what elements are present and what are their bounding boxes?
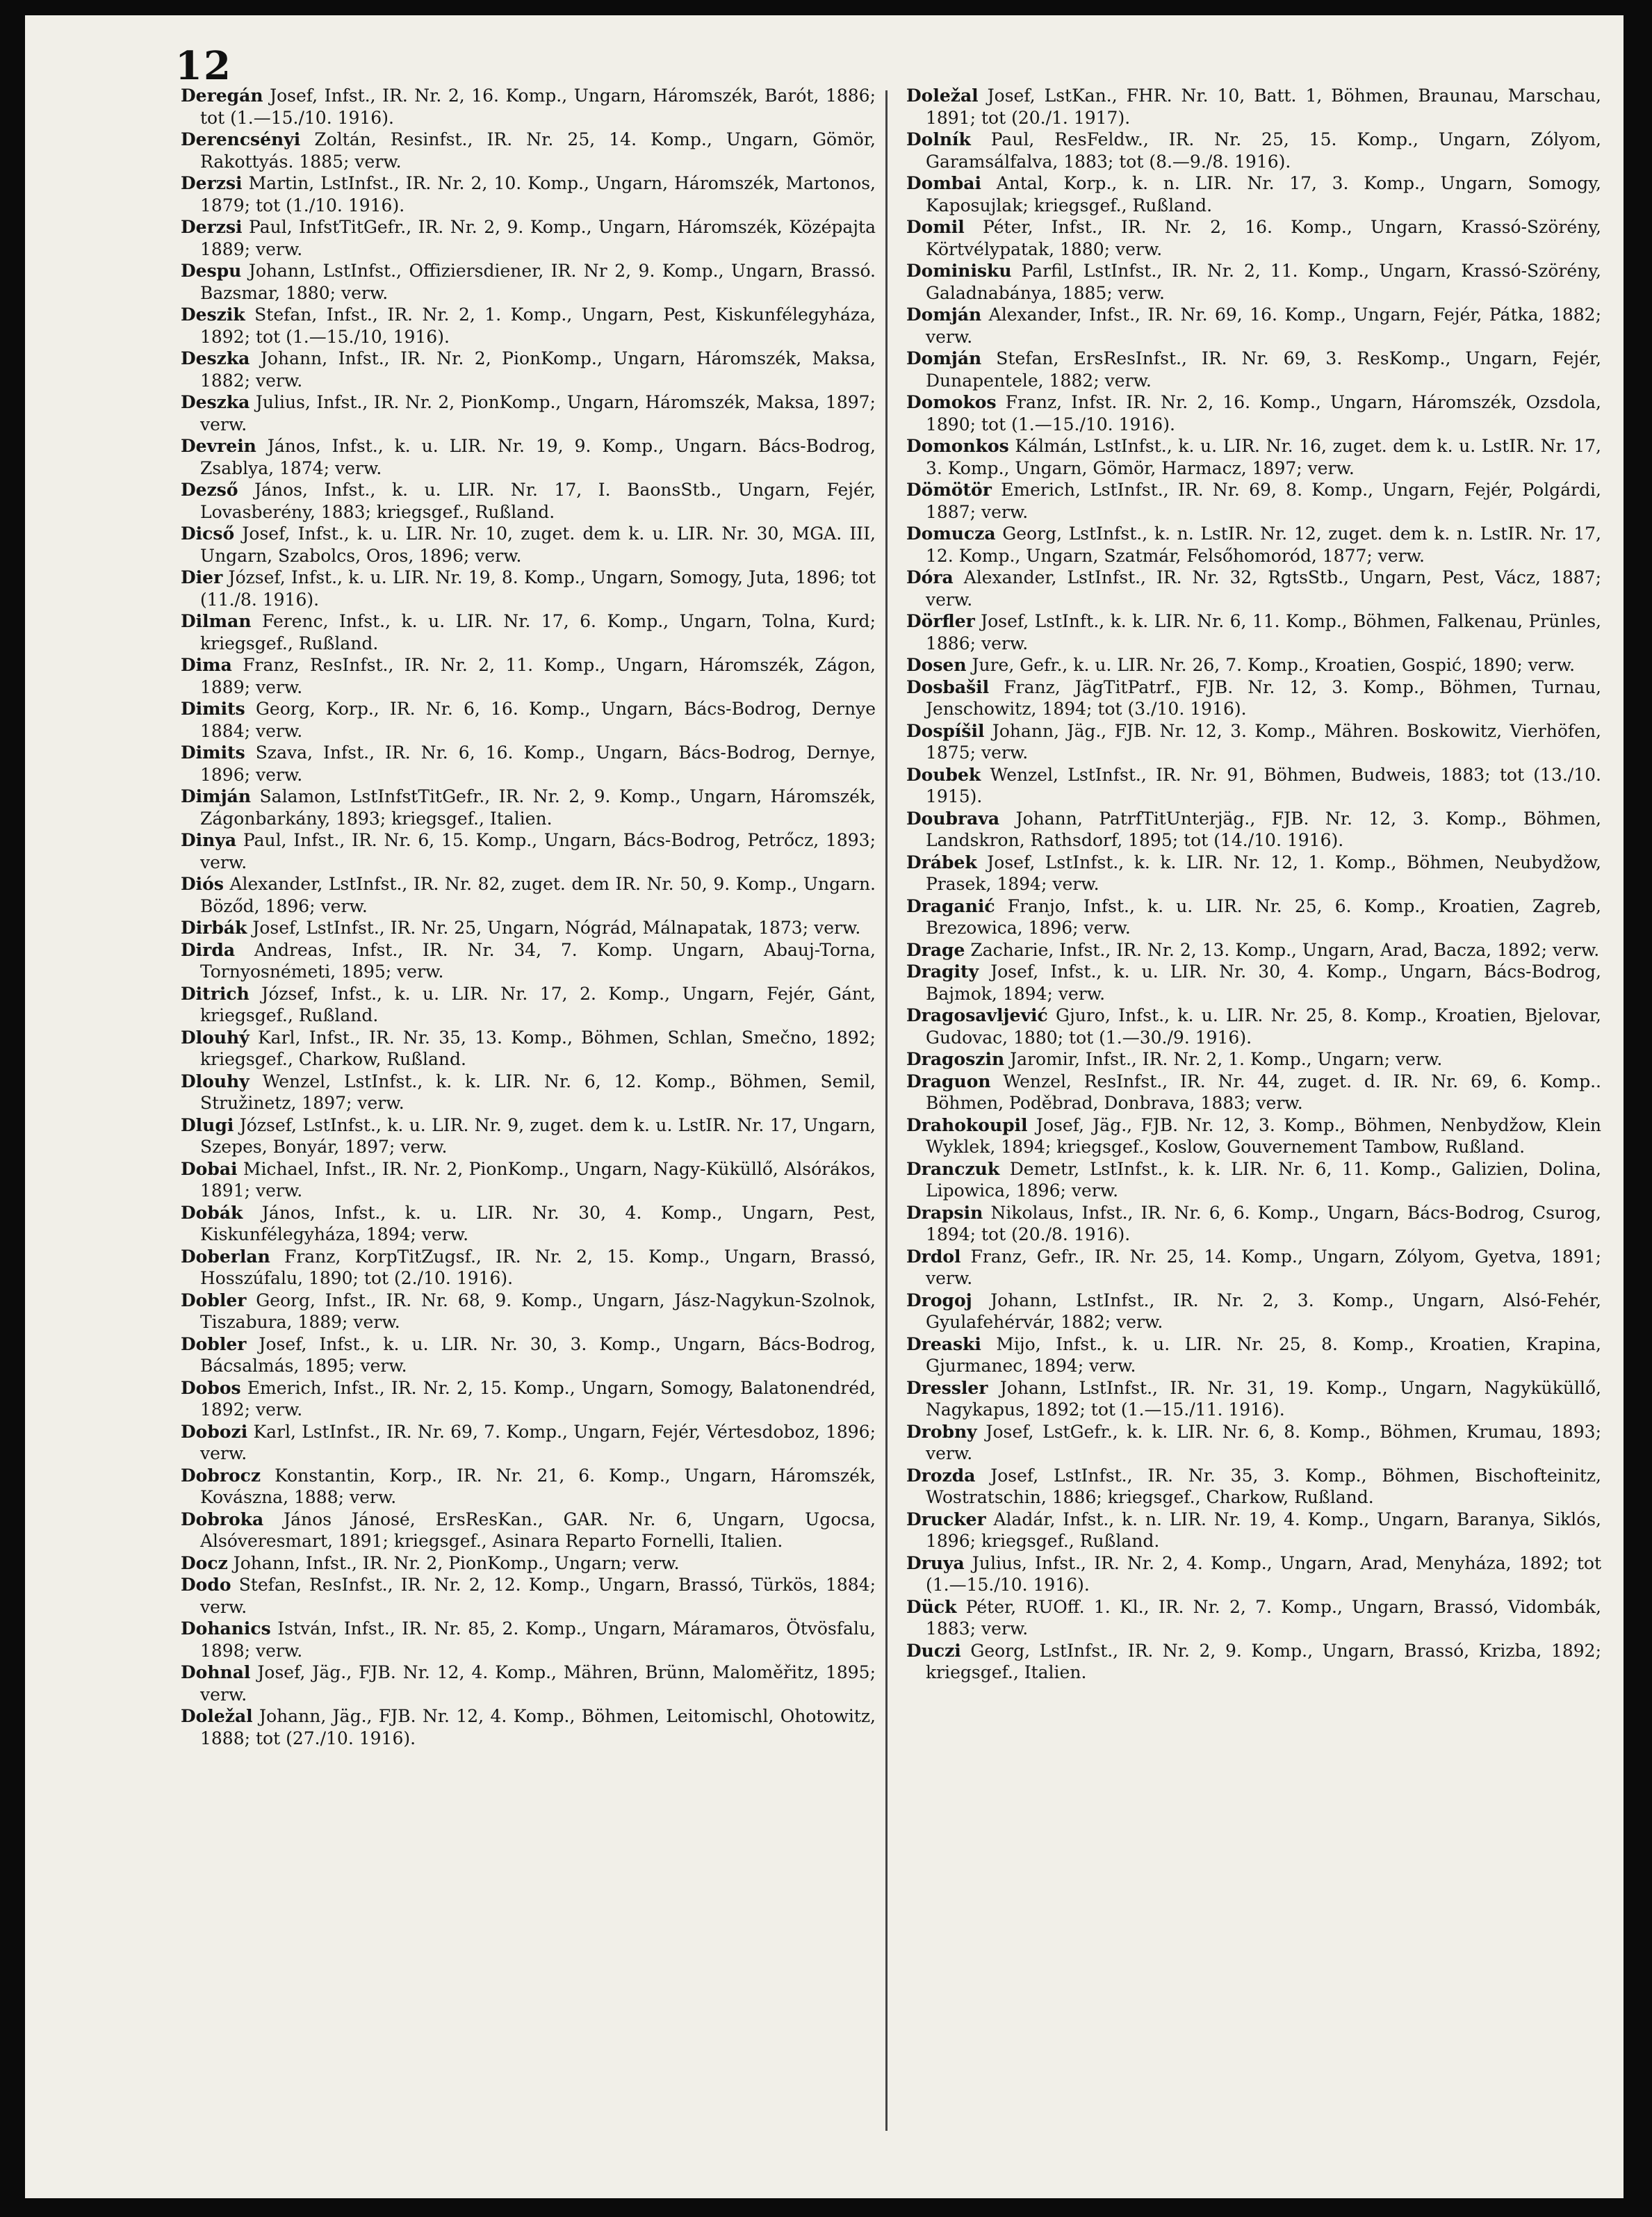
entry-details: Jure, Gefr., k. u. LIR. Nr. 26, 7. Komp., Kroatien, Gospić, 1890; verw. [972,655,1576,675]
entry-surname: Dressler [906,1377,988,1398]
list-item [181,873,876,917]
entry-surname: Dima [181,655,232,675]
entry-details: Josef, LstGefr., k. k. LIR. Nr. 6, 8. Komp., Böhmen, Krumau, 1893; verw. [926,1421,1601,1463]
entry-surname: Drapsin [906,1202,983,1223]
entry-surname: Druya [906,1552,965,1573]
list-item [906,1158,1601,1202]
entry-details: Franjo, Infst., k. u. LIR. Nr. 25, 6. Komp., Kroatien, Zagreb, Brezowica, 1896; verw. [926,895,1601,938]
list-item [181,917,876,939]
entry-details: Wenzel, LstInfst., IR. Nr. 91, Böhmen, Budweis, 1883; tot (13./10. 1915). [926,764,1601,806]
list-item [906,216,1601,260]
entry-surname: Derzsi [181,217,243,237]
list-item [181,1333,876,1377]
entry-details: Georg, Infst., IR. Nr. 68, 9. Komp., Ungarn, Jász-Nagykun-Szolnok, Tiszabura, 1889; verw. [200,1290,876,1332]
list-item [181,1618,876,1662]
list-item [181,1377,876,1421]
entry-details: Josef, Infst., k. u. LIR. Nr. 30, 3. Komp., Ungarn, Bács-Bodrog, Bácsalmás, 1895; verw. [200,1333,876,1376]
entry-details: Ferenc, Infst., k. u. LIR. Nr. 17, 6. Komp., Ungarn, Tolna, Kurd; kriegsgef., Rußland. [200,611,876,653]
list-item [181,742,876,786]
entry-surname: Dobrocz [181,1465,261,1486]
entry-details: Josef, Jäg., FJB. Nr. 12, 4. Komp., Mähren, Brünn, Maloměřitz, 1895; verw. [200,1662,876,1705]
entry-surname: Dück [906,1596,957,1617]
entry-details: Karl, LstInfst., IR. Nr. 69, 7. Komp., Ungarn, Fejér, Vértesdoboz, 1896; verw. [200,1421,876,1463]
entry-surname: Dilman [181,611,252,631]
entry-details: János, Infst., k. u. LIR. Nr. 17, I. BaonsStb., Ungarn, Fejér, Lovasberény, 1883; kriegsgef., Rußland. [200,480,876,522]
list-item [181,610,876,654]
entry-surname: Dreaski [906,1333,981,1354]
list-item [906,1290,1601,1333]
entry-surname: Dohnal [181,1662,251,1682]
list-item [181,1509,876,1552]
entry-details: Paul, ResFeldw., IR. Nr. 25, 15. Komp., Ungarn, Zólyom, Garamsálfalva, 1883; tot (8.—9./8. 1916). [926,129,1602,172]
entry-details: Franz, ResInfst., IR. Nr. 2, 11. Komp., Ungarn, Háromszék, Zágon, 1889; verw. [200,655,876,697]
list-item [181,479,876,523]
list-item [906,1377,1601,1421]
entry-surname: Doležal [906,86,979,106]
entry-surname: Dlouhý [181,1027,250,1048]
list-item [906,808,1601,852]
entry-surname: Doležal [181,1706,253,1726]
entry-details: Franz, Infst. IR. Nr. 2, 16. Komp., Ungarn, Háromszék, Ozsdola, 1890; tot (1.—15./10. 1916). [926,392,1601,435]
list-item [181,260,876,304]
entry-surname: Dier [181,567,223,587]
entry-surname: Ditrich [181,983,250,1004]
entry-surname: Doubrava [906,808,1000,829]
entry-details: Kálmán, LstInfst., k. u. LIR. Nr. 16, zuget. dem k. u. LstIR. Nr. 17, 3. Komp., Ungarn, Gömör, Harmacz, 1897; verw. [926,436,1601,478]
list-item [906,129,1601,172]
entry-surname: Dragoszin [906,1049,1005,1069]
entry-details: Zacharie, Infst., IR. Nr. 2, 13. Komp., Ungarn, Arad, Bacza, 1892; verw. [970,939,1600,960]
entry-details: Georg, Korp., IR. Nr. 6, 16. Komp., Ungarn, Bács-Bodrog, Dernye 1884; verw. [200,699,876,741]
entry-details: Josef, Infst., k. u. LIR. Nr. 10, zuget. dem k. u. LIR. Nr. 30, MGA. III, Ungarn, Szabolcs, Oros, 1896; verw. [200,523,876,566]
entry-details: Stefan, ErsResInfst., IR. Nr. 69, 3. ResKomp., Ungarn, Fejér, Dunapentele, 1882; verw. [926,348,1601,391]
entry-surname: Despu [181,261,242,281]
entry-details: Josef, LstInft., k. k. LIR. Nr. 6, 11. Komp., Böhmen, Falkenau, Prünles, 1886; verw. [926,611,1601,653]
list-item [181,939,876,983]
entry-surname: Domucza [906,523,996,544]
list-item [906,1005,1601,1048]
right-column [906,85,1601,1684]
entry-surname: Drábek [906,852,977,872]
entry-surname: Draganić [906,895,995,916]
entry-details: Antal, Korp., k. n. LIR. Nr. 17, 3. Komp., Ungarn, Somogy, Kaposujlak; kriegsgef., Rußland. [926,173,1602,216]
list-item [906,1552,1601,1596]
list-item [181,1574,876,1618]
list-item [906,720,1601,764]
entry-details: Wenzel, LstInfst., k. k. LIR. Nr. 6, 12. Komp., Böhmen, Semil, Stružinetz, 1897; verw. [200,1071,876,1113]
list-item [906,939,1601,961]
list-item [181,1071,876,1114]
list-item [906,1509,1601,1552]
list-item [906,1048,1601,1071]
entry-surname: Dombai [906,173,981,193]
entry-surname: Dobroka [181,1509,264,1529]
entry-surname: Dimits [181,699,245,719]
list-item [181,654,876,698]
entry-details: Aladár, Infst., k. n. LIR. Nr. 19, 4. Komp., Ungarn, Baranya, Siklós, 1896; kriegsgef., Rußland. [926,1509,1601,1551]
entry-details: Johann, LstInfst., Offiziersdiener, IR. Nr 2, 9. Komp., Ungarn, Brassó. Bazsmar, 1880; verw. [200,261,876,303]
entry-surname: Dohanics [181,1618,271,1639]
entry-surname: Drucker [906,1509,986,1529]
entry-details: Paul, Infst., IR. Nr. 6, 15. Komp., Ungarn, Bács-Bodrog, Petrőcz, 1893; verw. [200,830,876,872]
list-item [906,304,1601,348]
list-item [181,304,876,348]
entry-details: Paul, InfstTitGefr., IR. Nr. 2, 9. Komp., Ungarn, Háromszék, Középajta 1889; verw. [200,217,876,259]
entry-details: Demetr, LstInfst., k. k. LIR. Nr. 6, 11. Komp., Galizien, Dolina, Lipowica, 1896; verw. [926,1158,1601,1201]
entry-details: Stefan, ResInfst., IR. Nr. 2, 12. Komp., Ungarn, Brassó, Türkös, 1884; verw. [200,1575,876,1617]
list-item [181,85,876,129]
entry-details: Franz, Gefr., IR. Nr. 25, 14. Komp., Ungarn, Zólyom, Gyetva, 1891; verw. [926,1246,1601,1288]
list-item [906,1640,1601,1684]
entry-surname: Drozda [906,1465,976,1486]
entry-surname: Dóra [906,567,954,587]
entry-surname: Dobler [181,1290,247,1310]
entry-surname: Dirbák [181,918,247,938]
list-item [181,391,876,435]
entry-details: Michael, Infst., IR. Nr. 2, PionKomp., Ungarn, Nagy-Küküllő, Alsórákos, 1891; verw. [200,1158,876,1201]
list-item [906,676,1601,720]
entry-details: Franz, JägTitPatrf., FJB. Nr. 12, 3. Komp., Böhmen, Turnau, Jenschowitz, 1894; tot (3./10. 1916). [926,676,1601,719]
entry-surname: Dömötör [906,480,992,500]
entry-details: Nikolaus, Infst., IR. Nr. 6, 6. Komp., Ungarn, Bács-Bodrog, Csurog, 1894; tot (20./8. 1916). [926,1202,1601,1244]
entry-surname: Dolník [906,129,971,149]
entry-surname: Dobos [181,1377,241,1398]
list-item [181,1290,876,1333]
list-item [906,1465,1601,1509]
entry-details: Georg, LstInfst., k. n. LstIR. Nr. 12, zuget. dem k. n. LstIR. Nr. 17, 12. Komp., Ungarn, Szatmár, Felsőhomoród, 1877; verw. [926,523,1601,566]
entry-details: Parfil, LstInfst., IR. Nr. 2, 11. Komp., Ungarn, Krassó-Szörény, Galadnabánya, 1885; verw. [926,261,1601,303]
entry-details: Josef, Jäg., FJB. Nr. 12, 3. Komp., Böhmen, Nenbydžow, Klein Wyklek, 1894; kriegsgef., Koslow, Gouvernement Tambow, Rußland. [926,1114,1601,1157]
entry-details: József, Infst., k. u. LIR. Nr. 19, 8. Komp., Ungarn, Somogy, Juta, 1896; tot (11./8. 1916). [200,567,876,610]
entry-surname: Doubek [906,764,981,785]
document-page [25,15,1624,2198]
entry-surname: Domil [906,217,965,237]
list-item [181,1158,876,1202]
entry-surname: Docz [181,1552,228,1573]
entry-details: József, Infst., k. u. LIR. Nr. 17, 2. Komp., Ungarn, Fejér, Gánt, kriegsgef., Rußland. [200,983,876,1025]
list-item [181,435,876,479]
entry-details: János Jánosé, ErsResKan., GAR. Nr. 6, Ungarn, Ugocsa, Alsóveresmart, 1891; kriegsgef., Asinara Reparto Fornelli, Italien. [200,1509,876,1551]
list-item [906,260,1601,304]
entry-surname: Derencsényi [181,129,301,149]
entry-details: Emerich, Infst., IR. Nr. 2, 15. Komp., Ungarn, Somogy, Balatonendréd, 1892; verw. [200,1377,876,1420]
entry-surname: Dobák [181,1202,243,1223]
list-item [181,348,876,391]
list-item [906,435,1601,479]
entry-surname: Deszik [181,304,245,325]
list-item [181,523,876,567]
list-item [181,567,876,610]
list-item [181,786,876,829]
entry-details: Josef, LstInfst., IR. Nr. 35, 3. Komp., Böhmen, Bischofteinitz, Wostratschin, 1886; kriegsgef., Charkow, Rußland. [926,1465,1601,1507]
entry-surname: Dimján [181,786,252,806]
list-item [906,654,1601,676]
list-item [181,1202,876,1246]
entry-surname: Domján [906,304,982,325]
entry-details: Johann, Infst., IR. Nr. 2, PionKomp., Ungarn; verw. [233,1552,680,1573]
entry-details: Alexander, Infst., IR. Nr. 69, 16. Komp., Ungarn, Fejér, Pátka, 1882; verw. [926,304,1601,347]
entry-details: Mijo, Infst., k. u. LIR. Nr. 25, 8. Komp., Kroatien, Krapina, Gjurmanec, 1894; verw. [926,1333,1601,1376]
list-item [906,852,1601,895]
entry-surname: Drogoj [906,1290,972,1310]
list-item [181,1027,876,1071]
entry-surname: Dobler [181,1333,247,1354]
entry-surname: Drahokoupil [906,1114,1028,1135]
entry-surname: Dragity [906,961,979,982]
entry-details: Johann, PatrfTitUnterjäg., FJB. Nr. 12, 3. Komp., Böhmen, Landskron, Rathsdorf, 1895; tot (14./10. 1916). [926,808,1602,850]
entry-details: Julius, Infst., IR. Nr. 2, PionKomp., Ungarn, Háromszék, Maksa, 1897; verw. [200,392,876,435]
entry-details: Zoltán, Resinfst., IR. Nr. 25, 14. Komp., Ungarn, Gömör, Rakottyás. 1885; verw. [200,129,876,172]
entry-details: Johann, Jäg., FJB. Nr. 12, 4. Komp., Böhmen, Leitomischl, Ohotowitz, 1888; tot (27./10. 1916). [200,1706,876,1748]
entry-surname: Dodo [181,1575,231,1595]
entry-surname: Dirda [181,939,236,960]
entry-details: Josef, Infst., k. u. LIR. Nr. 30, 4. Komp., Ungarn, Bács-Bodrog, Bajmok, 1894; verw. [926,961,1601,1004]
list-item [181,829,876,873]
page-number: 12 [175,43,232,89]
entry-surname: Dezső [181,480,238,500]
list-item [906,1114,1601,1158]
list-item [181,698,876,742]
entry-details: Péter, Infst., IR. Nr. 2, 16. Komp., Ungarn, Krassó-Szörény, Körtvélypatak, 1880; verw. [926,217,1601,259]
entry-surname: Deregán [181,86,263,106]
entry-details: Alexander, LstInfst., IR. Nr. 82, zuget. dem IR. Nr. 50, 9. Komp., Ungarn. Böződ, 1896; verw. [200,874,876,916]
entry-details: Gjuro, Infst., k. u. LIR. Nr. 25, 8. Komp., Kroatien, Bjelovar, Gudovac, 1880; tot (1.—30./9. 1916). [926,1005,1601,1048]
entry-surname: Dominisku [906,261,1012,281]
entry-surname: Diós [181,874,224,894]
left-column [181,85,876,1749]
entry-details: Josef, LstKan., FHR. Nr. 10, Batt. 1, Böhmen, Braunau, Marschau, 1891; tot (20./1. 1917). [926,86,1601,128]
entry-details: Julius, Infst., IR. Nr. 2, 4. Komp., Ungarn, Arad, Menyháza, 1892; tot (1.—15./10. 1916). [926,1552,1601,1595]
list-item [181,1465,876,1509]
list-item [906,764,1601,808]
entry-details: Johann, LstInfst., IR. Nr. 2, 3. Komp., Ungarn, Alsó-Fehér, Gyulafehérvár, 1882; verw. [926,1290,1602,1332]
entry-surname: Domján [906,348,982,368]
list-item [906,1333,1601,1377]
entry-surname: Domokos [906,392,997,412]
entry-details: Martin, LstInfst., IR. Nr. 2, 10. Komp., Ungarn, Háromszék, Martonos, 1879; tot (1./10. 1916). [200,173,876,216]
list-item [906,1421,1601,1465]
entry-surname: Dobozi [181,1421,248,1442]
entry-details: Szava, Infst., IR. Nr. 6, 16. Komp., Ungarn, Bács-Bodrog, Dernye, 1896; verw. [200,742,876,785]
entry-details: Karl, Infst., IR. Nr. 35, 13. Komp., Böhmen, Schlan, Smečno, 1892; kriegsgef., Charkow, Rußland. [200,1027,876,1069]
entry-details: Stefan, Infst., IR. Nr. 2, 1. Komp., Ungarn, Pest, Kiskunfélegyháza, 1892; tot (1.—15./10, 1916). [200,304,876,347]
entry-surname: Dörfler [906,611,975,631]
entry-surname: Drage [906,939,965,960]
list-item [181,216,876,260]
entry-details: Salamon, LstInfstTitGefr., IR. Nr. 2, 9. Komp., Ungarn, Háromszék, Zágonbarkány, 1893; kriegsgef., Italien. [200,786,876,829]
entry-details: Johann, LstInfst., IR. Nr. 31, 19. Komp., Ungarn, Nagyküküllő, Nagykapus, 1892; tot (1.—15./11. 1916). [926,1377,1601,1420]
entry-surname: Dlouhy [181,1071,250,1091]
list-item [906,610,1601,654]
list-item [906,348,1601,391]
list-item [906,391,1601,435]
list-item [181,1552,876,1575]
entry-surname: Duczi [906,1640,961,1661]
entry-details: Emerich, LstInfst., IR. Nr. 69, 8. Komp., Ungarn, Fejér, Polgárdi, 1887; verw. [926,480,1601,522]
list-item [906,567,1601,610]
entry-details: János, Infst., k. u. LIR. Nr. 19, 9. Komp., Ungarn. Bács-Bodrog, Zsablya, 1874; verw. [200,436,876,478]
entry-details: Josef, LstInfst., IR. Nr. 25, Ungarn, Nógrád, Málnapatak, 1873; verw. [252,918,861,938]
list-item [906,895,1601,939]
entry-details: Wenzel, ResInfst., IR. Nr. 44, zuget. d. IR. Nr. 69, 6. Komp.. Böhmen, Poděbrad, Donbrava, 1883; verw. [926,1071,1601,1113]
entry-surname: Dranczuk [906,1158,1000,1179]
column-divider [885,90,888,2131]
entry-details: Alexander, LstInfst., IR. Nr. 32, RgtsStb., Ungarn, Pest, Vácz, 1887; verw. [926,567,1601,610]
entry-details: Andreas, Infst., IR. Nr. 34, 7. Komp. Ungarn, Abauj-Torna, Tornyosnémeti, 1895; verw. [200,939,876,982]
entry-details: Péter, RUOff. 1. Kl., IR. Nr. 2, 7. Komp., Ungarn, Brassó, Vidombák, 1883; verw. [926,1596,1601,1639]
list-item [181,1662,876,1705]
entry-details: Konstantin, Korp., IR. Nr. 21, 6. Komp., Ungarn, Háromszék, Kovászna, 1888; verw. [200,1465,876,1507]
entry-surname: Dosbašil [906,676,990,697]
entry-details: Johann, Jäg., FJB. Nr. 12, 3. Komp., Mähren. Boskowitz, Vierhöfen, 1875; verw. [926,720,1601,763]
entry-surname: Drobny [906,1421,977,1442]
entry-surname: Dobai [181,1158,238,1179]
entry-surname: Dimits [181,742,245,763]
entry-details: Johann, Infst., IR. Nr. 2, PionKomp., Ungarn, Háromszék, Maksa, 1882; verw. [200,348,876,391]
entry-details: Josef, Infst., IR. Nr. 2, 16. Komp., Ungarn, Háromszék, Barót, 1886; tot (1.—15./10. 1916). [200,86,876,128]
list-item [181,983,876,1027]
list-item [181,1114,876,1158]
entry-surname: Deszka [181,348,250,368]
entry-surname: Draguon [906,1071,991,1091]
entry-surname: Dragosavljević [906,1005,1048,1025]
entry-surname: Dosen [906,655,967,675]
entry-details: József, LstInfst., k. u. LIR. Nr. 9, zuget. dem k. u. LstIR. Nr. 17, Ungarn, Szepes, Bonyár, 1897; verw. [200,1114,876,1157]
entry-surname: Devrein [181,436,256,456]
entry-details: Franz, KorpTitZugsf., IR. Nr. 2, 15. Komp., Ungarn, Brassó, Hosszúfalu, 1890; tot (2./10. 1916). [200,1246,876,1288]
entry-surname: Domonkos [906,436,1009,456]
list-item [906,172,1601,216]
entry-surname: Dospíšil [906,720,985,741]
entry-surname: Dicső [181,523,235,544]
list-item [906,1596,1601,1640]
entry-details: Jaromir, Infst., IR. Nr. 2, 1. Komp., Ungarn; verw. [1010,1049,1443,1069]
entry-surname: Deszka [181,392,250,412]
list-item [906,479,1601,523]
entry-surname: Drdol [906,1246,961,1267]
list-item [906,961,1601,1005]
entry-details: Georg, LstInfst., IR. Nr. 2, 9. Komp., Ungarn, Brassó, Krizba, 1892; kriegsgef., Italien. [926,1640,1601,1682]
entry-details: János, Infst., k. u. LIR. Nr. 30, 4. Komp., Ungarn, Pest, Kiskunfélegyháza, 1894; verw. [200,1202,876,1244]
list-item [181,1246,876,1290]
list-item [906,1071,1601,1114]
list-item [906,85,1601,129]
entry-surname: Dinya [181,830,237,850]
list-item [181,129,876,172]
entry-surname: Dlugi [181,1114,234,1135]
entry-surname: Derzsi [181,173,243,193]
list-item [181,172,876,216]
list-item [181,1421,876,1465]
entry-surname: Doberlan [181,1246,270,1267]
entry-details: Josef, LstInfst., k. k. LIR. Nr. 12, 1. Komp., Böhmen, Neubydžow, Prasek, 1894; verw. [926,852,1601,894]
list-item [181,1705,876,1749]
list-item [906,1246,1601,1290]
entry-details: István, Infst., IR. Nr. 85, 2. Komp., Ungarn, Máramaros, Ötvösfalu, 1898; verw. [200,1618,876,1661]
list-item [906,1202,1601,1246]
list-item [906,523,1601,567]
